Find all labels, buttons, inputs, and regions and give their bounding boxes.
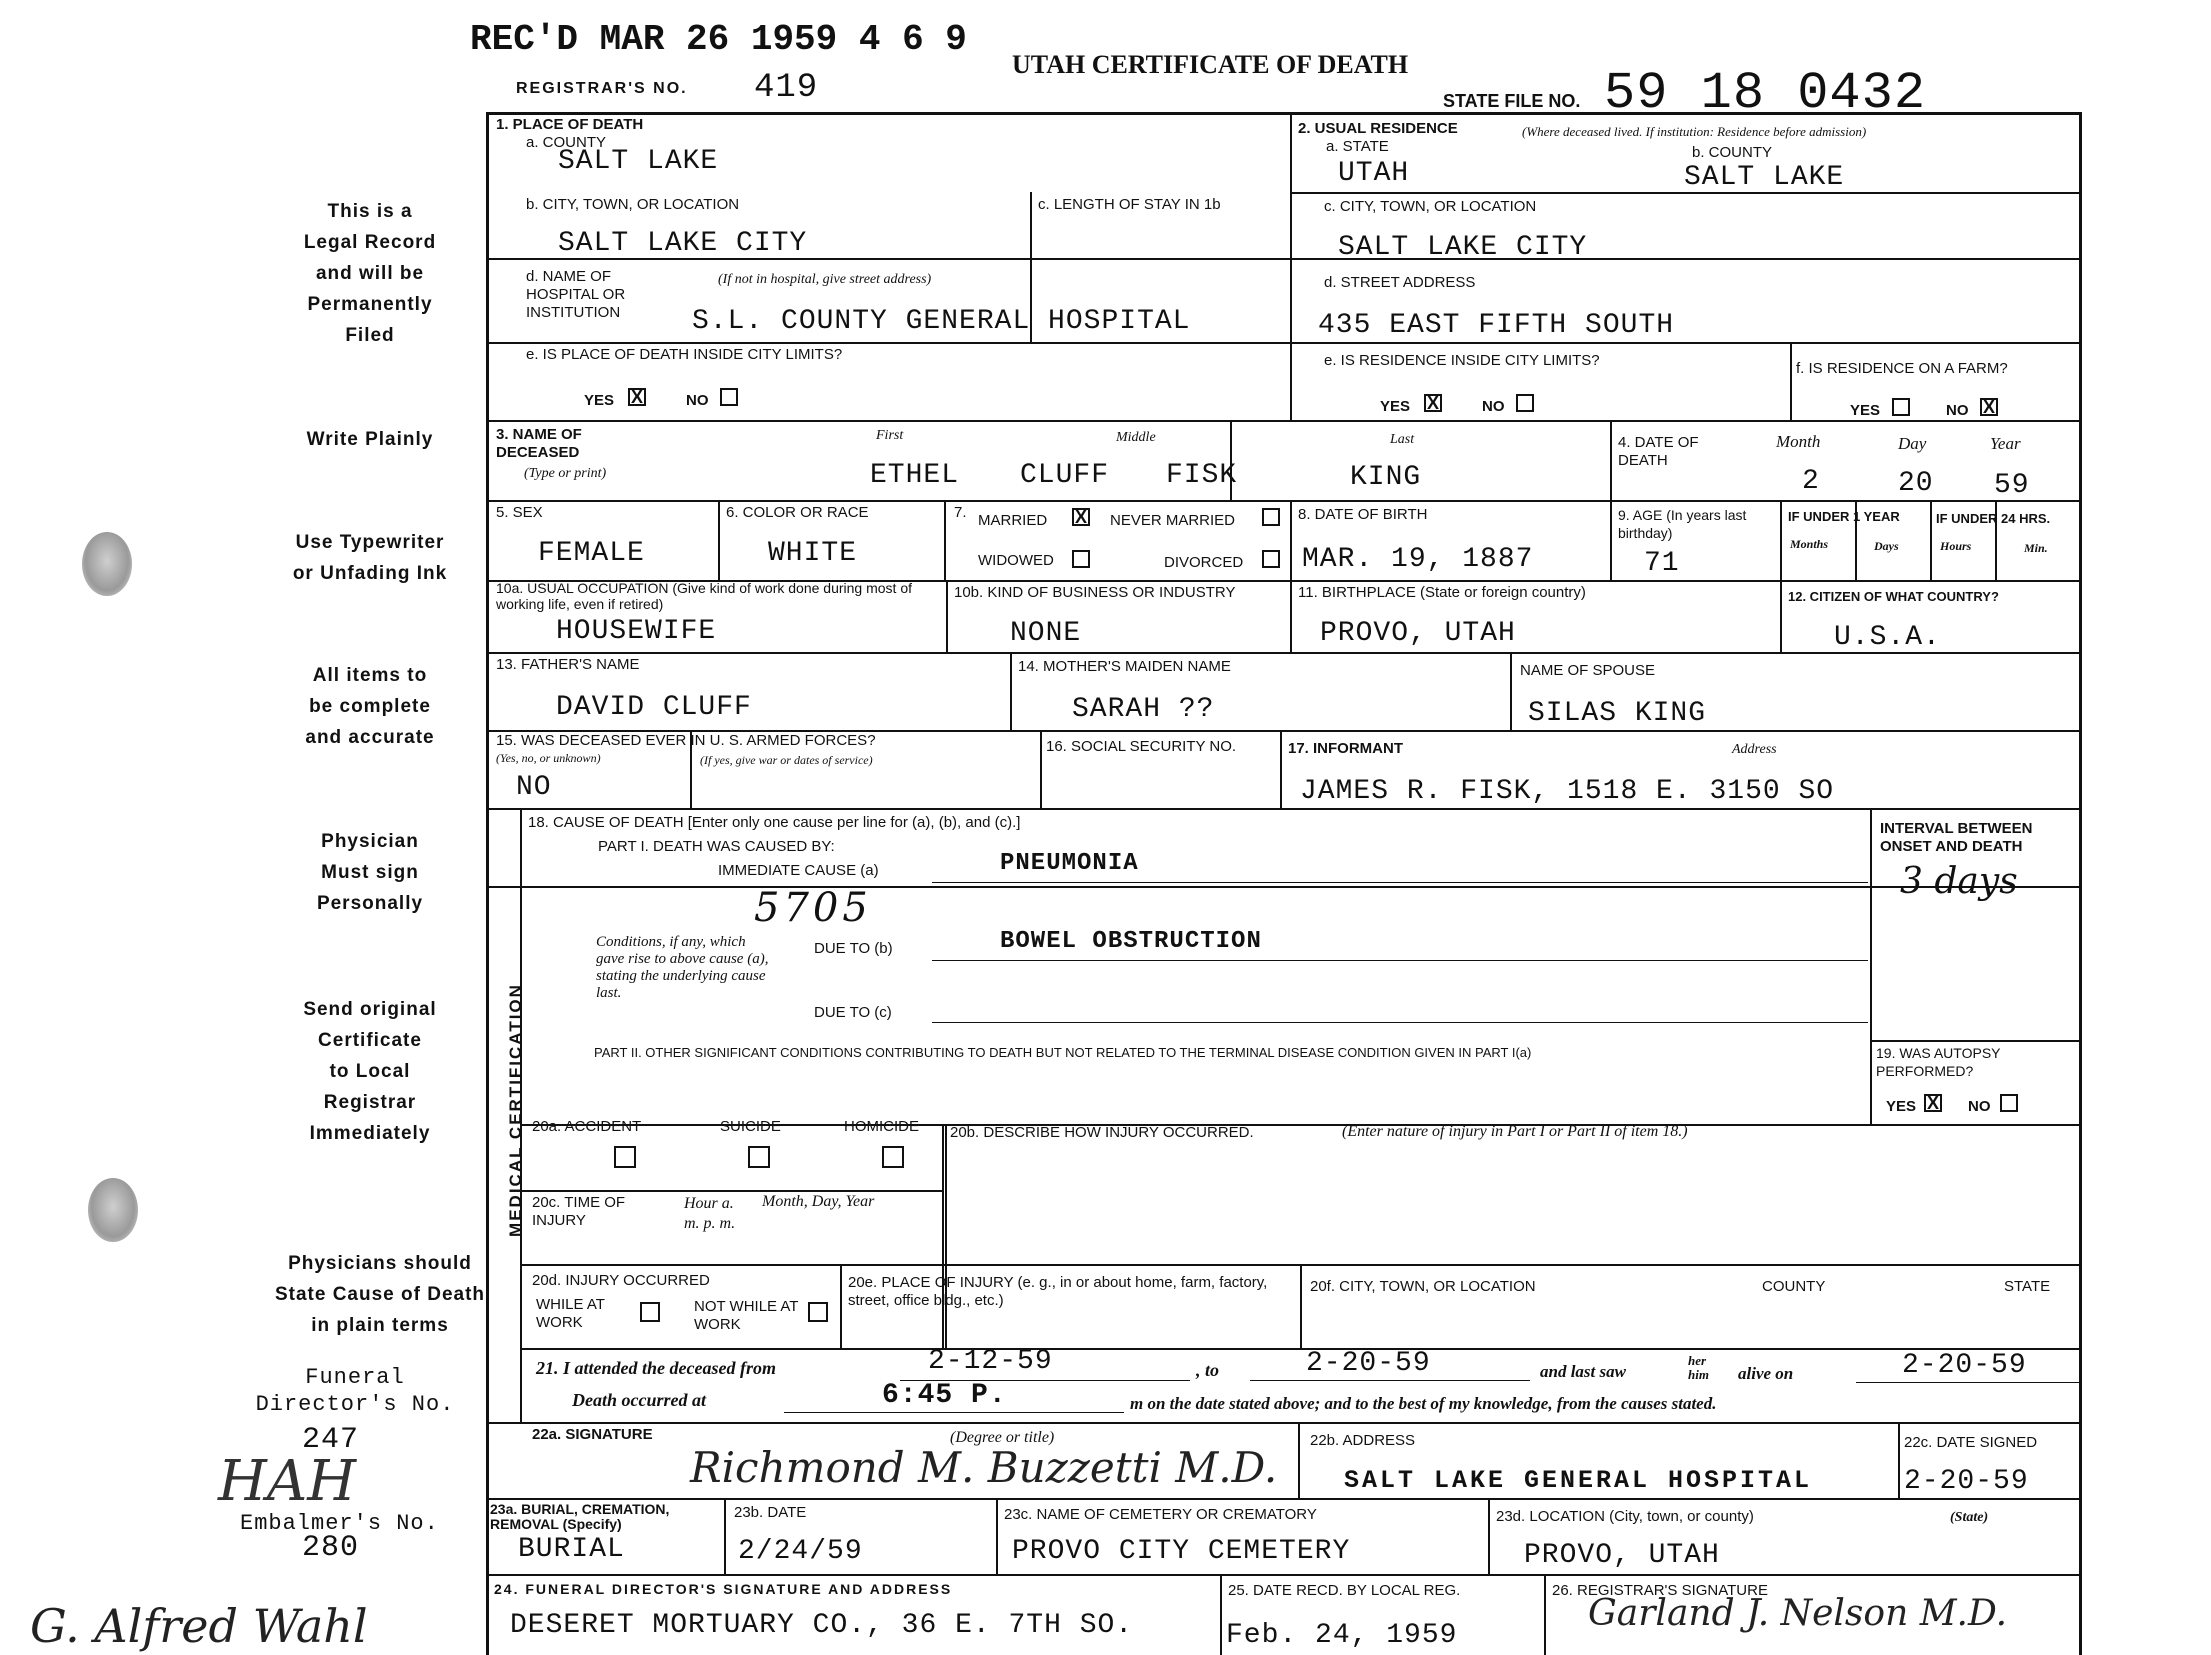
side-send: Send original Certificate to Local Registrar Immediately: [303, 999, 437, 1144]
last-saw-label: and last saw: [1540, 1362, 1626, 1381]
due-c-label: DUE TO (c): [814, 1004, 892, 1021]
street-address: 435 EAST FIFTH SOUTH: [1318, 310, 1675, 341]
married-label: MARRIED: [978, 512, 1048, 529]
death-year: 59: [1994, 470, 2030, 501]
item22a-label: 22a. SIGNATURE: [532, 1426, 653, 1443]
spouse-name: SILAS KING: [1528, 698, 1707, 729]
month-label: Month: [1776, 432, 1821, 451]
place-no-checkbox[interactable]: [720, 388, 738, 406]
age-value: 71: [1644, 548, 1680, 579]
res-yes-checkbox[interactable]: X: [1424, 394, 1442, 412]
business-value: NONE: [1010, 618, 1082, 649]
mother-name: SARAH ??: [1072, 694, 1215, 725]
part1-label: PART I. DEATH WAS CAUSED BY:: [598, 838, 835, 855]
immediate-label: IMMEDIATE CAUSE (a): [718, 862, 879, 879]
item1a-label: a. COUNTY: [526, 134, 607, 151]
item5-label: 5. SEX: [496, 504, 543, 521]
item7-label: 7.: [954, 504, 967, 521]
side-write-plainly: Write Plainly: [306, 429, 434, 450]
item2a-label: a. STATE: [1326, 138, 1389, 155]
item10a-label: 10a. USUAL OCCUPATION (Give kind of work done during most of working life, even if retired): [496, 580, 913, 612]
cause-a: PNEUMONIA: [1000, 850, 1139, 877]
conditions-label: Conditions, if any, which gave rise to above cause (a), stating the underlying cause last.: [596, 934, 769, 1001]
residence-state: UTAH: [1338, 158, 1410, 189]
item17-label: 17. INFORMANT: [1288, 740, 1404, 757]
side-cause: Physicians should State Cause of Death in plain terms: [274, 1253, 486, 1336]
item23a-label: 23a. BURIAL, CREMATION, REMOVAL (Specify): [490, 1501, 670, 1532]
armed-forces: NO: [516, 772, 552, 803]
item18-label: 18. CAUSE OF DEATH [Enter only one cause per line for (a), (b), and (c).]: [528, 814, 1021, 831]
item20a-label: 20a. ACCIDENT: [532, 1118, 642, 1135]
item2c-label: c. CITY, TOWN, OR LOCATION: [1324, 198, 1537, 215]
farm-no-checkbox[interactable]: X: [1980, 398, 1998, 416]
death-month: 2: [1802, 466, 1820, 497]
item3-note: (Type or print): [524, 466, 607, 481]
item12-label: 12. CITIZEN OF WHAT COUNTRY?: [1788, 589, 1999, 604]
item2-label: 2. USUAL RESIDENCE: [1298, 120, 1458, 137]
item13-label: 13. FATHER'S NAME: [496, 656, 640, 673]
alive-date: 2-20-59: [1902, 1350, 2027, 1381]
autopsy-yes-checkbox[interactable]: X: [1924, 1094, 1942, 1112]
not-while-label: NOT WHILE AT WORK: [694, 1298, 799, 1333]
alive-on-label: alive on: [1738, 1364, 1794, 1383]
cemetery-value: PROVO CITY CEMETERY: [1012, 1536, 1351, 1567]
item14-label: 14. MOTHER'S MAIDEN NAME: [1018, 658, 1231, 675]
item10b-label: 10b. KIND OF BUSINESS OR INDUSTRY: [954, 584, 1236, 601]
item1c-label: c. LENGTH OF STAY IN 1b: [1038, 196, 1221, 213]
item2b-label: b. COUNTY: [1692, 144, 1773, 161]
item20d-label: 20d. INJURY OCCURRED: [532, 1272, 710, 1289]
mdy-label: Month, Day, Year: [762, 1193, 875, 1210]
item2e-label: e. IS RESIDENCE INSIDE CITY LIMITS?: [1324, 352, 1600, 369]
accident-checkbox[interactable]: [614, 1146, 636, 1168]
deceased-last: KING: [1350, 462, 1422, 493]
state-label: STATE: [2004, 1278, 2051, 1295]
item21-label: 21. I attended the deceased from: [536, 1358, 776, 1378]
received-stamp: REC'D MAR 26 1959 4 6 9: [470, 19, 967, 60]
item22b-label: 22b. ADDRESS: [1310, 1432, 1416, 1449]
attended-to: 2-20-59: [1306, 1348, 1431, 1379]
not-while-checkbox[interactable]: [808, 1302, 828, 1322]
state-paren-label: (State): [1950, 1510, 1989, 1525]
spouse-label: NAME OF SPOUSE: [1520, 662, 1656, 679]
punch-hole-top: [82, 532, 132, 596]
under1-label: IF UNDER 1 YEAR: [1788, 509, 1900, 524]
m-on-label: m on the date stated above; and to the best of my knowledge, from the causes stated.: [1130, 1394, 1717, 1413]
res-no-label: NO: [1482, 398, 1505, 415]
burial-date: 2/24/59: [738, 1536, 863, 1567]
item24-label: 24. FUNERAL DIRECTOR'S SIGNATURE AND ADDRESS: [494, 1581, 953, 1597]
hour-label: Hour a. m. p. m.: [684, 1195, 736, 1232]
item9-label: 9. AGE (In years last birthday): [1618, 507, 1747, 541]
birthplace-value: PROVO, UTAH: [1320, 618, 1516, 649]
death-day: 20: [1898, 468, 1934, 499]
item15-note-b: (If yes, give war or dates of service): [700, 753, 873, 767]
item3-label: 3. NAME OF DECEASED: [496, 426, 582, 461]
item8-label: 8. DATE OF BIRTH: [1298, 506, 1428, 523]
place-yes-checkbox[interactable]: X: [628, 388, 646, 406]
item20e-label: 20e. PLACE OF INJURY (e. g., in or about home, farm, factory, street, office bldg., etc.): [848, 1274, 1268, 1309]
registrar-no: 419: [754, 69, 819, 107]
item20f-label: 20f. CITY, TOWN, OR LOCATION: [1310, 1278, 1536, 1295]
item1b-label: b. CITY, TOWN, OR LOCATION: [526, 196, 740, 213]
death-time: 6:45 P.: [882, 1380, 1007, 1411]
widowed-checkbox[interactable]: [1072, 550, 1090, 568]
residence-city: SALT LAKE CITY: [1338, 232, 1588, 263]
item20b-label: 20b. DESCRIBE HOW INJURY OCCURRED.: [950, 1124, 1254, 1141]
side-legal-record: This is a Legal Record and will be Permanently Filed: [303, 201, 437, 346]
res-yes-label: YES: [1380, 398, 1411, 415]
farm-yes-checkbox[interactable]: [1892, 398, 1910, 416]
last-label: Last: [1390, 432, 1415, 447]
burial-location: PROVO, UTAH: [1524, 1540, 1720, 1571]
item1d-label: d. NAME OF HOSPITAL OR INSTITUTION: [526, 268, 626, 321]
item23b-label: 23b. DATE: [734, 1504, 807, 1521]
due-b-label: DUE TO (b): [814, 940, 893, 957]
place-county: SALT LAKE: [558, 146, 719, 177]
cause-code: 5705: [754, 885, 872, 931]
occupation-value: HOUSEWIFE: [556, 616, 717, 647]
never-married-label: NEVER MARRIED: [1110, 512, 1236, 529]
place-city: SALT LAKE CITY: [558, 228, 808, 259]
married-checkbox[interactable]: X: [1072, 508, 1090, 526]
burial-value: BURIAL: [518, 1534, 625, 1565]
item6-label: 6. COLOR OR RACE: [726, 504, 869, 521]
side-complete: All items to be complete and accurate: [305, 665, 435, 748]
title-state: UTAH: [1012, 50, 1086, 79]
deceased-first: ETHEL: [870, 460, 960, 491]
while-work-label: WHILE AT WORK: [536, 1296, 605, 1331]
item23c-label: 23c. NAME OF CEMETERY OR CREMATORY: [1004, 1506, 1317, 1523]
while-work-checkbox[interactable]: [640, 1302, 660, 1322]
sex-value: FEMALE: [538, 538, 645, 569]
funeral-director-value: DESERET MORTUARY CO., 36 E. 7TH SO.: [510, 1610, 1134, 1641]
state-file-label: STATE FILE NO.: [1443, 91, 1581, 111]
item4-label: 4. DATE OF DEATH: [1618, 434, 1699, 469]
informant-value: JAMES R. FISK, 1518 E. 3150 SO: [1300, 776, 1835, 807]
first-label: First: [876, 428, 904, 443]
autopsy-no-checkbox[interactable]: [2000, 1094, 2018, 1112]
item2f-label: f. IS RESIDENCE ON A FARM?: [1796, 360, 2008, 377]
hospital-name: S.L. COUNTY GENERAL HOSPITAL: [692, 306, 1191, 337]
place-no-label: NO: [686, 392, 709, 409]
farm-yes-label: YES: [1850, 402, 1881, 419]
registrar-signature: Garland J. Nelson M.D.: [1588, 1593, 2008, 1634]
embalmer-no: 280: [302, 1531, 360, 1565]
to-label: , to: [1196, 1360, 1220, 1380]
hours-label: Hours: [1940, 539, 1972, 553]
farm-no-label: NO: [1946, 402, 1969, 419]
physician-signature: Richmond M. Buzzetti M.D.: [690, 1443, 1278, 1492]
physician-address: SALT LAKE GENERAL HOSPITAL: [1344, 1466, 1813, 1495]
divorced-checkbox[interactable]: [1262, 550, 1280, 568]
citizen-value: U.S.A.: [1834, 622, 1941, 653]
certificate-title: [1012, 50, 1408, 80]
county-label: COUNTY: [1762, 1278, 1826, 1295]
divorced-label: DIVORCED: [1164, 554, 1244, 571]
day-label: Day: [1898, 434, 1927, 453]
residence-county: SALT LAKE: [1684, 162, 1845, 193]
homicide-checkbox[interactable]: [882, 1146, 904, 1168]
embalmer-signature: G. Alfred Wahl: [30, 1599, 368, 1653]
item1d-note: (If not in hospital, give street address): [718, 272, 932, 287]
place-yes-label: YES: [584, 392, 615, 409]
part2-label: PART II. OTHER SIGNIFICANT CONDITIONS CONTRIBUTING TO DEATH BUT NOT RELATED TO THE TERMINAL DISEASE CONDITION GIVEN IN PART I(a): [594, 1045, 1532, 1060]
under24-label: IF UNDER 24 HRS.: [1936, 511, 2051, 526]
him-her-label: her him: [1688, 1353, 1709, 1382]
never-married-checkbox[interactable]: [1262, 508, 1280, 526]
item15-label: 15. WAS DECEASED EVER IN U. S. ARMED FORCES?: [496, 732, 876, 749]
race-value: WHITE: [768, 538, 858, 569]
year-label: Year: [1990, 434, 2021, 453]
item20b-note: (Enter nature of injury in Part I or Part II of item 18.): [1342, 1123, 1688, 1140]
funeral-director-label: Funeral Director's No.: [255, 1365, 455, 1417]
registrar-label: REGISTRAR'S NO.: [516, 80, 688, 97]
item15-note-a: (Yes, no, or unknown): [496, 751, 601, 765]
item22c-label: 22c. DATE SIGNED: [1904, 1434, 2038, 1451]
degree-label: (Degree or title): [950, 1429, 1055, 1446]
medical-certification-label: MEDICAL CERTIFICATION: [506, 983, 525, 1237]
item2-note: (Where deceased lived. If institution: Residence before admission): [1522, 124, 1867, 139]
item26-label: 26. REGISTRAR'S SIGNATURE: [1552, 1582, 1768, 1599]
homicide-label: HOMICIDE: [844, 1118, 919, 1135]
item20c-label: 20c. TIME OF INJURY: [532, 1194, 626, 1229]
embalmer-label: Embalmer's No.: [240, 1511, 439, 1536]
cause-b: BOWEL OBSTRUCTION: [1000, 928, 1262, 955]
item25-label: 25. DATE RECD. BY LOCAL REG.: [1228, 1582, 1461, 1599]
date-of-birth: MAR. 19, 1887: [1302, 544, 1534, 575]
state-file-no: 59 18 0432: [1604, 64, 1927, 123]
date-received: Feb. 24, 1959: [1226, 1620, 1458, 1651]
months-label: Months: [1790, 537, 1829, 551]
suicide-checkbox[interactable]: [748, 1146, 770, 1168]
attended-from: 2-12-59: [928, 1346, 1053, 1377]
item2d-label: d. STREET ADDRESS: [1324, 274, 1476, 291]
interval-value: 3 days: [1900, 861, 2018, 902]
autopsy-no-label: NO: [1968, 1098, 1991, 1115]
item19-label: 19. WAS AUTOPSY PERFORMED?: [1876, 1045, 2001, 1079]
deceased-middle: CLUFF: [1020, 460, 1110, 491]
item11-label: 11. BIRTHPLACE (State or foreign country): [1298, 584, 1586, 601]
min-label: Min.: [2024, 541, 2048, 555]
father-name: DAVID CLUFF: [556, 692, 752, 723]
occurred-label: Death occurred at: [572, 1390, 706, 1410]
widowed-label: WIDOWED: [978, 552, 1054, 569]
item1e-label: e. IS PLACE OF DEATH INSIDE CITY LIMITS?: [526, 346, 843, 363]
suicide-label: SUICIDE: [720, 1118, 781, 1135]
item1-label: 1. PLACE OF DEATH: [496, 116, 644, 133]
side-physician: Physician Must sign Personally: [316, 831, 424, 914]
res-no-checkbox[interactable]: [1516, 394, 1534, 412]
deceased-middle2: FISK: [1166, 460, 1238, 491]
days-label: Days: [1874, 539, 1899, 553]
date-signed: 2-20-59: [1904, 1466, 2029, 1497]
funeral-initials: HAH: [218, 1449, 357, 1514]
interval-label: INTERVAL BETWEEN ONSET AND DEATH: [1880, 820, 2033, 855]
title-text: CERTIFICATE OF DEATH: [1091, 50, 1409, 79]
side-typewriter: Use Typewriter or Unfading Ink: [292, 532, 448, 584]
middle-label: Middle: [1116, 430, 1156, 445]
autopsy-yes-label: YES: [1886, 1098, 1917, 1115]
funeral-director-no: 247: [302, 1423, 360, 1457]
address-label: Address: [1732, 742, 1777, 757]
punch-hole-bottom: [88, 1178, 138, 1242]
item16-label: 16. SOCIAL SECURITY NO.: [1046, 738, 1237, 755]
item23d-label: 23d. LOCATION (City, town, or county): [1496, 1508, 1754, 1525]
